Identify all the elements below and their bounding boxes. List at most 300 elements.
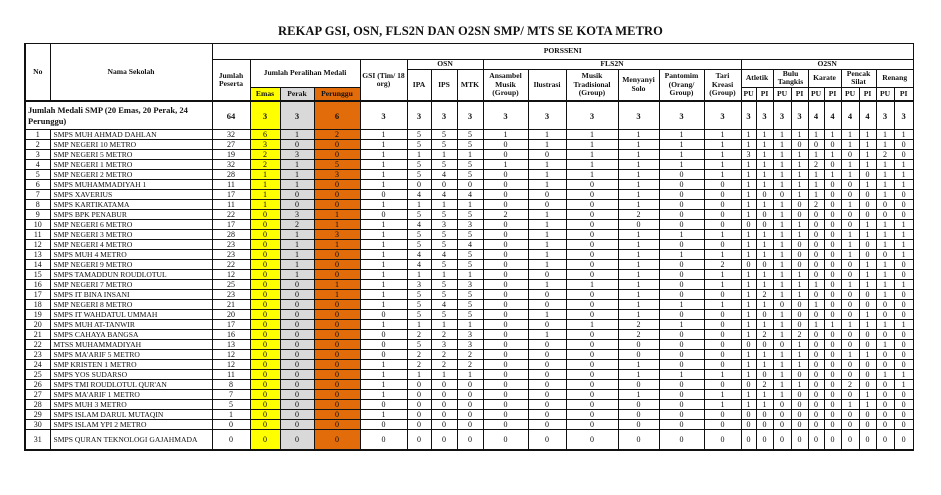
cell-pencak-silat-pu: 2 xyxy=(841,380,859,390)
cell-pantomim: 1 xyxy=(659,300,704,310)
cell-pantomim: 0 xyxy=(659,350,704,360)
cell-ipa: 4 xyxy=(407,250,431,260)
cell-ilustrasi: 0 xyxy=(528,410,566,420)
cell-ilustrasi: 1 xyxy=(528,180,566,190)
cell-perunggu: 0 xyxy=(314,370,360,380)
row-no: 14 xyxy=(25,260,50,270)
cell-ilustrasi: 0 xyxy=(528,320,566,330)
cell-mtk: 1 xyxy=(457,150,483,160)
header-renang-pi: PI xyxy=(894,87,913,101)
cell-gsi: 1 xyxy=(360,250,407,260)
cell-ips: 2 xyxy=(431,350,457,360)
cell-musik-tradisional: 1 xyxy=(566,280,618,290)
cell-pencak-silat-pi: 1 xyxy=(859,320,876,330)
cell-emas: 0 xyxy=(250,380,280,390)
table-row xyxy=(25,400,913,410)
cell-ips: 4 xyxy=(431,190,457,200)
cell-atletik-pi: 1 xyxy=(756,140,773,150)
cell-perak: 0 xyxy=(280,430,314,451)
cell-musik-tradisional: 0 xyxy=(566,370,618,380)
cell-perak: 1 xyxy=(280,270,314,280)
cell-bulu-tangkis-pu: 1 xyxy=(773,250,791,260)
cell-tari-kreasi: 1 xyxy=(704,150,741,160)
cell-tari-kreasi: 0 xyxy=(704,340,741,350)
cell-perunggu: 3 xyxy=(314,170,360,180)
cell-emas: 0 xyxy=(250,360,280,370)
cell-menyanyi-solo: 2 xyxy=(618,320,659,330)
row-no: 10 xyxy=(25,220,50,230)
school-name: SMP NEGERI 5 METRO xyxy=(50,150,212,160)
cell-mtk: 3 xyxy=(457,330,483,340)
cell-karate-pu: 1 xyxy=(808,300,824,310)
cell-perak: 0 xyxy=(280,280,314,290)
cell-bulu-tangkis-pu: 1 xyxy=(773,320,791,330)
cell-atletik-pu: 1 xyxy=(741,280,756,290)
cell-ipa: 0 xyxy=(407,420,431,430)
cell-pencak-silat-pu: 1 xyxy=(841,400,859,410)
total-label: Jumlah Medali SMP (20 Emas, 20 Perak, 24 Perunggu) xyxy=(25,101,212,130)
row-no: 9 xyxy=(25,210,50,220)
cell-atletik-pu: 1 xyxy=(741,140,756,150)
table-row xyxy=(25,310,913,320)
cell-atletik-pi: 0 xyxy=(756,210,773,220)
cell-musik-tradisional: 0 xyxy=(566,290,618,300)
school-name: SMPS MUH AT-TANWIR xyxy=(50,320,212,330)
cell-bulu-tangkis-pi: 1 xyxy=(791,360,808,370)
cell-perak: 0 xyxy=(280,320,314,330)
cell-ips: 4 xyxy=(431,250,457,260)
cell-renang-pu: 0 xyxy=(876,380,894,390)
cell-perak: 1 xyxy=(280,240,314,250)
cell-ipa: 2 xyxy=(407,360,431,370)
cell-renang-pu: 0 xyxy=(876,310,894,320)
cell-mtk: 5 xyxy=(457,160,483,170)
cell-ansambel-musik: 0 xyxy=(483,250,528,260)
cell-ips: 1 xyxy=(431,270,457,280)
cell-emas: 0 xyxy=(250,240,280,250)
cell-pencak-silat-pu: 0 xyxy=(841,360,859,370)
cell-bulu-tangkis-pu: 1 xyxy=(773,140,791,150)
cell-pantomim: 0 xyxy=(659,240,704,250)
cell-tari-kreasi: 1 xyxy=(704,130,741,140)
cell-perunggu: 3 xyxy=(314,230,360,240)
cell-perunggu: 1 xyxy=(314,240,360,250)
cell-jumlah-peserta: 28 xyxy=(212,170,250,180)
cell-karate-pi: 0 xyxy=(824,330,841,340)
header-o2sn: O2SN xyxy=(741,60,913,70)
cell-ansambel-musik: 0 xyxy=(483,280,528,290)
cell-bulu-tangkis-pu: 1 xyxy=(773,170,791,180)
cell-atletik-pi: 1 xyxy=(756,250,773,260)
cell-tari-kreasi: 1 xyxy=(704,300,741,310)
cell-mtk: 0 xyxy=(457,380,483,390)
cell-emas: 0 xyxy=(250,320,280,330)
cell-perak: 0 xyxy=(280,420,314,430)
cell-ilustrasi: 0 xyxy=(528,200,566,210)
cell-renang-pu: 0 xyxy=(876,390,894,400)
cell-pencak-silat-pi: 0 xyxy=(859,170,876,180)
cell-pencak-silat-pu: 0 xyxy=(841,270,859,280)
cell-jumlah-peserta: 11 xyxy=(212,370,250,380)
cell-karate-pi: 0 xyxy=(824,290,841,300)
cell-renang-pu: 0 xyxy=(876,210,894,220)
cell-ilustrasi: 0 xyxy=(528,300,566,310)
cell-musik-tradisional: 0 xyxy=(566,270,618,280)
cell-karate-pu: 0 xyxy=(808,390,824,400)
cell-atletik-pi: 1 xyxy=(756,200,773,210)
cell-ansambel-musik: 1 xyxy=(483,130,528,140)
cell-bulu-tangkis-pi: 1 xyxy=(791,280,808,290)
cell-ipa: 2 xyxy=(407,330,431,340)
cell-jumlah-peserta: 32 xyxy=(212,130,250,140)
cell-perunggu: 0 xyxy=(314,300,360,310)
cell-ipa: 5 xyxy=(407,130,431,140)
cell-musik-tradisional: 0 xyxy=(566,260,618,270)
table-row xyxy=(25,190,913,200)
cell-pantomim: 0 xyxy=(659,330,704,340)
cell-perak: 1 xyxy=(280,230,314,240)
cell-renang-pu: 1 xyxy=(876,130,894,140)
cell-musik-tradisional: 0 xyxy=(566,310,618,320)
cell-karate-pi: 0 xyxy=(824,430,841,451)
cell-karate-pu: 1 xyxy=(808,320,824,330)
cell-karate-pi: 0 xyxy=(824,310,841,320)
total-perak: 3 xyxy=(280,101,314,130)
cell-karate-pu: 0 xyxy=(808,310,824,320)
cell-menyanyi-solo: 1 xyxy=(618,260,659,270)
cell-menyanyi-solo: 1 xyxy=(618,310,659,320)
cell-bulu-tangkis-pi: 0 xyxy=(791,430,808,451)
cell-tari-kreasi: 0 xyxy=(704,380,741,390)
cell-atletik-pi: 0 xyxy=(756,410,773,420)
cell-tari-kreasi: 0 xyxy=(704,210,741,220)
cell-atletik-pu: 0 xyxy=(741,430,756,451)
cell-pencak-silat-pi: 1 xyxy=(859,140,876,150)
cell-tari-kreasi: 0 xyxy=(704,420,741,430)
cell-gsi: 0 xyxy=(360,210,407,220)
school-name: SMP NEGERI 1 METRO xyxy=(50,160,212,170)
cell-bulu-tangkis-pu: 1 xyxy=(773,260,791,270)
row-no: 1 xyxy=(25,130,50,140)
cell-pencak-silat-pi: 1 xyxy=(859,270,876,280)
cell-ilustrasi: 1 xyxy=(528,210,566,220)
cell-bulu-tangkis-pu: 1 xyxy=(773,210,791,220)
cell-karate-pu: 0 xyxy=(808,350,824,360)
cell-gsi: 0 xyxy=(360,190,407,200)
cell-musik-tradisional: 1 xyxy=(566,140,618,150)
cell-renang-pi: 0 xyxy=(894,260,913,270)
cell-pantomim: 1 xyxy=(659,150,704,160)
cell-pencak-silat-pi: 0 xyxy=(859,410,876,420)
cell-karate-pu: 0 xyxy=(808,340,824,350)
cell-pantomim: 1 xyxy=(659,230,704,240)
cell-renang-pu: 1 xyxy=(876,280,894,290)
cell-jumlah-peserta: 8 xyxy=(212,380,250,390)
cell-menyanyi-solo: 1 xyxy=(618,250,659,260)
cell-karate-pu: 0 xyxy=(808,410,824,420)
cell-renang-pu: 0 xyxy=(876,410,894,420)
cell-atletik-pu: 1 xyxy=(741,400,756,410)
cell-renang-pu: 1 xyxy=(876,230,894,240)
cell-pencak-silat-pi: 0 xyxy=(859,190,876,200)
cell-pencak-silat-pu: 0 xyxy=(841,340,859,350)
cell-musik-tradisional: 1 xyxy=(566,320,618,330)
cell-karate-pi: 0 xyxy=(824,160,841,170)
header-osn: OSN xyxy=(407,60,483,70)
row-no: 24 xyxy=(25,360,50,370)
cell-renang-pi: 0 xyxy=(894,410,913,420)
cell-perunggu: 0 xyxy=(314,180,360,190)
cell-mtk: 5 xyxy=(457,260,483,270)
header-jumlah-peralihan-medali: Jumlah Peralihan Medali xyxy=(250,60,360,88)
cell-perunggu: 0 xyxy=(314,350,360,360)
cell-pantomim: 0 xyxy=(659,420,704,430)
cell-perunggu: 0 xyxy=(314,410,360,420)
table-row xyxy=(25,300,913,310)
cell-atletik-pi: 1 xyxy=(756,390,773,400)
cell-ilustrasi: 1 xyxy=(528,240,566,250)
cell-musik-tradisional: 0 xyxy=(566,190,618,200)
cell-ansambel-musik: 0 xyxy=(483,330,528,340)
cell-atletik-pu: 1 xyxy=(741,130,756,140)
school-name: MTSS MUHAMMADIYAH xyxy=(50,340,212,350)
cell-jumlah-peserta: 7 xyxy=(212,390,250,400)
cell-atletik-pi: 1 xyxy=(756,150,773,160)
cell-ansambel-musik: 0 xyxy=(483,310,528,320)
cell-atletik-pu: 1 xyxy=(741,370,756,380)
row-no: 3 xyxy=(25,150,50,160)
row-no: 19 xyxy=(25,310,50,320)
cell-gsi: 1 xyxy=(360,280,407,290)
table-body xyxy=(25,101,913,450)
cell-bulu-tangkis-pi: 1 xyxy=(791,160,808,170)
cell-pencak-silat-pi: 0 xyxy=(859,200,876,210)
cell-tari-kreasi: 1 xyxy=(704,270,741,280)
cell-tari-kreasi: 0 xyxy=(704,350,741,360)
cell-pantomim: 0 xyxy=(659,290,704,300)
cell-karate-pi: 0 xyxy=(824,200,841,210)
cell-perunggu: 2 xyxy=(314,130,360,140)
cell-atletik-pu: 1 xyxy=(741,240,756,250)
cell-ips: 2 xyxy=(431,360,457,370)
total-pencak-silat-pu: 4 xyxy=(841,101,859,130)
table-row xyxy=(25,200,913,210)
cell-perunggu: 1 xyxy=(314,220,360,230)
cell-atletik-pi: 0 xyxy=(756,220,773,230)
row-no: 31 xyxy=(25,430,50,451)
cell-renang-pi: 0 xyxy=(894,350,913,360)
row-no: 16 xyxy=(25,280,50,290)
school-name: SMP NEGERI 6 METRO xyxy=(50,220,212,230)
cell-jumlah-peserta: 11 xyxy=(212,180,250,190)
cell-ipa: 4 xyxy=(407,190,431,200)
cell-jumlah-peserta: 22 xyxy=(212,210,250,220)
cell-perak: 2 xyxy=(280,220,314,230)
cell-emas: 0 xyxy=(250,350,280,360)
cell-renang-pi: 0 xyxy=(894,360,913,370)
cell-ansambel-musik: 1 xyxy=(483,160,528,170)
cell-atletik-pu: 1 xyxy=(741,230,756,240)
cell-renang-pi: 1 xyxy=(894,380,913,390)
cell-gsi: 1 xyxy=(360,230,407,240)
cell-mtk: 5 xyxy=(457,170,483,180)
cell-karate-pi: 0 xyxy=(824,270,841,280)
cell-ips: 3 xyxy=(431,220,457,230)
cell-mtk: 4 xyxy=(457,240,483,250)
cell-menyanyi-solo: 1 xyxy=(618,200,659,210)
cell-renang-pu: 1 xyxy=(876,340,894,350)
cell-pantomim: 0 xyxy=(659,180,704,190)
cell-renang-pu: 1 xyxy=(876,180,894,190)
row-no: 26 xyxy=(25,380,50,390)
cell-gsi: 1 xyxy=(360,150,407,160)
cell-perak: 1 xyxy=(280,170,314,180)
header-menyanyi-solo: Menyanyi Solo xyxy=(618,69,659,101)
cell-mtk: 5 xyxy=(457,210,483,220)
school-name: SMP KRISTEN 1 METRO xyxy=(50,360,212,370)
cell-renang-pi: 0 xyxy=(894,300,913,310)
total-tari-kreasi: 3 xyxy=(704,101,741,130)
cell-jumlah-peserta: 23 xyxy=(212,250,250,260)
cell-karate-pi: 1 xyxy=(824,130,841,140)
cell-bulu-tangkis-pu: 0 xyxy=(773,430,791,451)
cell-jumlah-peserta: 25 xyxy=(212,280,250,290)
cell-pencak-silat-pu: 1 xyxy=(841,170,859,180)
row-no: 2 xyxy=(25,140,50,150)
table-row xyxy=(25,180,913,190)
cell-pencak-silat-pi: 0 xyxy=(859,330,876,340)
cell-atletik-pi: 1 xyxy=(756,280,773,290)
cell-karate-pu: 1 xyxy=(808,280,824,290)
cell-perak: 0 xyxy=(280,200,314,210)
total-atletik-pu: 3 xyxy=(741,101,756,130)
cell-bulu-tangkis-pu: 1 xyxy=(773,240,791,250)
cell-renang-pi: 1 xyxy=(894,320,913,330)
table-row xyxy=(25,210,913,220)
cell-ilustrasi: 1 xyxy=(528,220,566,230)
total-perunggu: 6 xyxy=(314,101,360,130)
table-row xyxy=(25,370,913,380)
cell-ansambel-musik: 0 xyxy=(483,400,528,410)
cell-ips: 5 xyxy=(431,210,457,220)
cell-pantomim: 0 xyxy=(659,380,704,390)
cell-jumlah-peserta: 23 xyxy=(212,240,250,250)
row-no: 28 xyxy=(25,400,50,410)
cell-renang-pu: 1 xyxy=(876,320,894,330)
row-no: 13 xyxy=(25,250,50,260)
cell-bulu-tangkis-pu: 1 xyxy=(773,180,791,190)
cell-emas: 0 xyxy=(250,330,280,340)
cell-pantomim: 0 xyxy=(659,340,704,350)
cell-gsi: 0 xyxy=(360,340,407,350)
table-row xyxy=(25,280,913,290)
cell-pencak-silat-pu: 0 xyxy=(841,370,859,380)
cell-emas: 0 xyxy=(250,210,280,220)
cell-ilustrasi: 0 xyxy=(528,290,566,300)
cell-perunggu: 0 xyxy=(314,190,360,200)
cell-tari-kreasi: 1 xyxy=(704,280,741,290)
cell-gsi: 1 xyxy=(360,290,407,300)
header-karate-pi: PI xyxy=(824,87,841,101)
cell-karate-pu: 0 xyxy=(808,330,824,340)
cell-perunggu: 0 xyxy=(314,310,360,320)
cell-perak: 0 xyxy=(280,350,314,360)
cell-karate-pu: 0 xyxy=(808,360,824,370)
total-atletik-pi: 3 xyxy=(756,101,773,130)
cell-mtk: 0 xyxy=(457,420,483,430)
cell-atletik-pu: 0 xyxy=(741,220,756,230)
cell-ips: 0 xyxy=(431,420,457,430)
cell-gsi: 1 xyxy=(360,220,407,230)
cell-musik-tradisional: 0 xyxy=(566,230,618,240)
cell-gsi: 0 xyxy=(360,310,407,320)
cell-perak: 0 xyxy=(280,340,314,350)
cell-renang-pi: 1 xyxy=(894,220,913,230)
row-no: 6 xyxy=(25,180,50,190)
table-row xyxy=(25,340,913,350)
cell-renang-pi: 1 xyxy=(894,250,913,260)
school-name: SMPS TAMADDUN ROUDLOTUL xyxy=(50,270,212,280)
cell-ips: 5 xyxy=(431,260,457,270)
cell-ips: 1 xyxy=(431,150,457,160)
school-name: SMPS MA'ARIF 1 METRO xyxy=(50,390,212,400)
cell-ipa: 5 xyxy=(407,300,431,310)
cell-karate-pu: 2 xyxy=(808,160,824,170)
cell-ansambel-musik: 0 xyxy=(483,240,528,250)
cell-mtk: 1 xyxy=(457,270,483,280)
cell-karate-pu: 2 xyxy=(808,200,824,210)
cell-perunggu: 0 xyxy=(314,390,360,400)
rekap-table xyxy=(24,43,914,451)
cell-perunggu: 0 xyxy=(314,330,360,340)
cell-emas: 0 xyxy=(250,270,280,280)
cell-emas: 0 xyxy=(250,370,280,380)
table-row xyxy=(25,160,913,170)
cell-ansambel-musik: 0 xyxy=(483,300,528,310)
cell-tari-kreasi: 0 xyxy=(704,310,741,320)
header-atletik-pu: PU xyxy=(741,87,756,101)
row-no: 21 xyxy=(25,330,50,340)
table-row xyxy=(25,350,913,360)
cell-ipa: 4 xyxy=(407,260,431,270)
cell-renang-pi: 0 xyxy=(894,270,913,280)
table-row xyxy=(25,270,913,280)
cell-bulu-tangkis-pi: 2 xyxy=(791,330,808,340)
cell-bulu-tangkis-pi: 0 xyxy=(791,410,808,420)
cell-bulu-tangkis-pi: 1 xyxy=(791,220,808,230)
cell-atletik-pu: 1 xyxy=(741,320,756,330)
school-name: SMPS MA'ARIF 5 METRO xyxy=(50,350,212,360)
cell-pencak-silat-pi: 1 xyxy=(859,160,876,170)
cell-renang-pu: 1 xyxy=(876,220,894,230)
cell-ipa: 3 xyxy=(407,280,431,290)
cell-bulu-tangkis-pu: 0 xyxy=(773,420,791,430)
cell-renang-pu: 2 xyxy=(876,150,894,160)
cell-bulu-tangkis-pi: 0 xyxy=(791,200,808,210)
cell-renang-pi: 0 xyxy=(894,420,913,430)
cell-jumlah-peserta: 27 xyxy=(212,140,250,150)
cell-tari-kreasi: 1 xyxy=(704,250,741,260)
cell-karate-pi: 0 xyxy=(824,360,841,370)
cell-musik-tradisional: 0 xyxy=(566,250,618,260)
school-name: SMPS KARTIKATAMA xyxy=(50,200,212,210)
cell-renang-pu: 0 xyxy=(876,430,894,451)
cell-perunggu: 0 xyxy=(314,250,360,260)
cell-karate-pi: 0 xyxy=(824,240,841,250)
cell-pencak-silat-pi: 0 xyxy=(859,300,876,310)
cell-ipa: 1 xyxy=(407,370,431,380)
cell-bulu-tangkis-pi: 0 xyxy=(791,370,808,380)
